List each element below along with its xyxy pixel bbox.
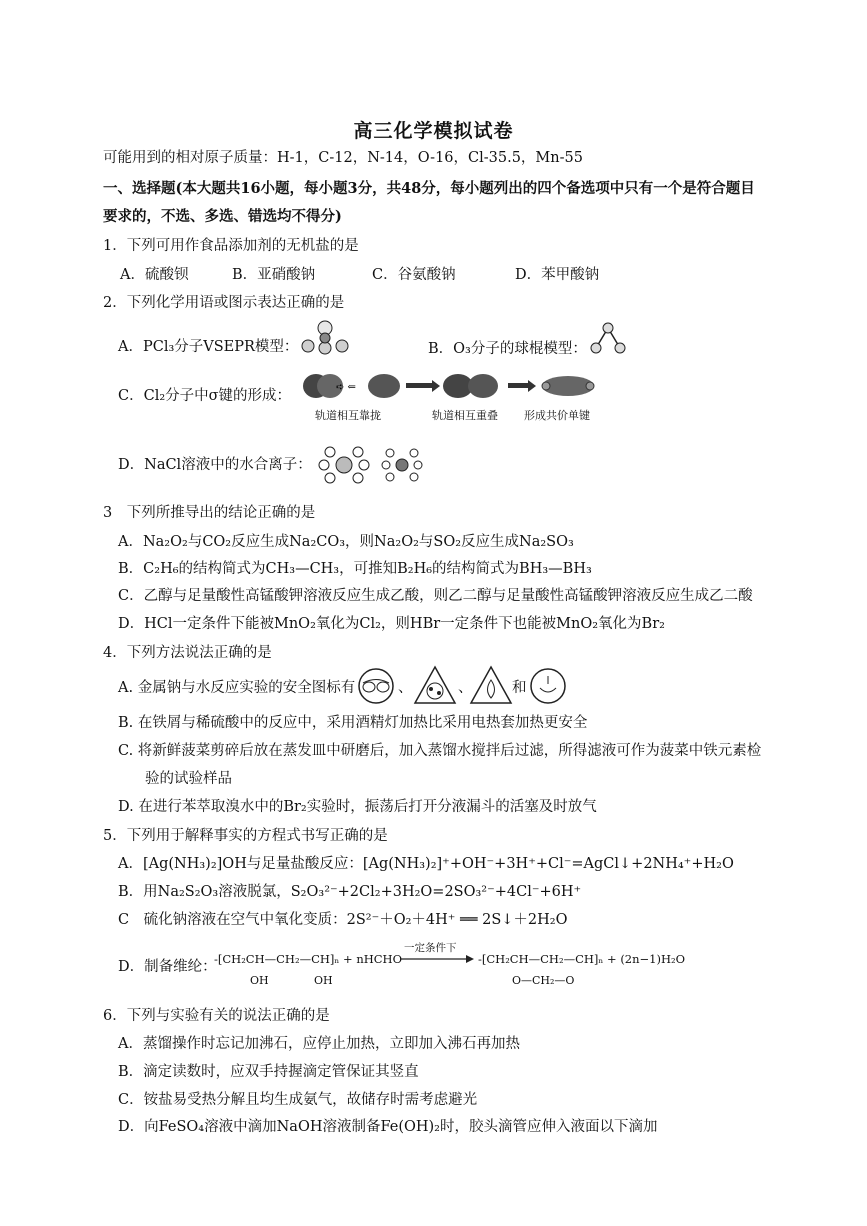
safety-icon-handwash [528, 666, 568, 706]
q5-stem: 5．下列用于解释事实的方程式书写正确的是 [103, 828, 388, 844]
section-header-line1: 一、选择题(本大题共16小题，每小题3分，共48分，每小题列出的四个备选项中只有一个是符合题目 [103, 180, 755, 197]
atomic-masses: 可能用到的相对原子质量：H-1，C-12，N-14，O-16，Cl-35.5，Mn-55 [103, 150, 583, 166]
q4-option-c-line1: C. 将新鲜菠菜剪碎后放在蒸发皿中研磨后，加入蒸馏水搅拌后过滤，所得滤液可作为菠菜中铁元素检 [118, 743, 762, 759]
q1-stem: 1．下列可用作食品添加剂的无机盐的是 [103, 238, 359, 254]
vinylon-lhs: -[CH₂CH—CH₂—CH]ₙ + nHCHO [214, 952, 403, 966]
q4-sep2: 、 [458, 680, 473, 696]
q1-option-c: C．谷氨酸钠 [372, 267, 456, 283]
q6-option-d: D．向FeSO₄溶液中滴加NaOH溶液制备Fe(OH)₂时，胶头滴管应伸入液面以下滴加 [118, 1119, 658, 1135]
q5-option-d: D．制备维纶： [118, 959, 217, 975]
q4-option-a: A. 金属钠与水反应实验的安全图标有 [118, 680, 356, 696]
safety-icon-explosion [412, 664, 458, 706]
q6-stem: 6．下列与实验有关的说法正确的是 [103, 1008, 330, 1024]
reaction-arrow [400, 954, 474, 964]
page-title: 高三化学模拟试卷 [353, 120, 514, 142]
safety-icon-fire [468, 664, 514, 706]
q4-sep1: 、 [398, 680, 413, 696]
q2-option-a: A．PCl₃分子VSEPR模型： [118, 339, 299, 355]
q2-option-d: D．NaCl溶液中的水合离子： [118, 457, 312, 473]
q4-option-c-line2: 验的试验样品 [145, 771, 232, 787]
q5-option-c: C 硫化钠溶液在空气中氧化变质：2S²⁻＋O₂＋4H⁺ ══ 2S↓＋2H₂O [118, 912, 568, 928]
hydrated-ions-figure [310, 440, 430, 492]
q4-sep3: 和 [512, 680, 527, 696]
section-header-line2: 要求的，不选、多选、错选均不得分) [103, 208, 342, 225]
q6-option-b: B．滴定读数时，应双手持握滴定管保证其竖直 [118, 1064, 419, 1080]
q3-option-b: B．C₂H₆的结构简式为CH₃—CH₃，可推知B₂H₆的结构简式为BH₃—BH₃ [118, 561, 592, 577]
q6-option-a: A．蒸馏操作时忘记加沸石，应停止加热，立即加入沸石再加热 [118, 1036, 520, 1052]
q4-option-b: B. 在铁屑与稀硫酸中的反应中，采用酒精灯加热比采用电热套加热更安全 [118, 715, 588, 731]
svg-text:➪ ⇐: ➪ ⇐ [336, 382, 356, 393]
sigma-label-bond: 形成共价单键 [524, 409, 590, 422]
o3-ball-stick-model-figure [588, 320, 628, 358]
vinylon-lhs-oh2: OH [314, 974, 333, 987]
q5-option-a: A．[Ag(NH₃)₂]OH与足量盐酸反应：[Ag(NH₃)₂]⁺+OH⁻+3H⁺+Cl⁻=AgCl↓+2NH₄⁺+H₂O [118, 856, 734, 872]
q3-option-a: A．Na₂O₂与CO₂反应生成Na₂CO₃，则Na₂O₂与SO₂反应生成Na₂SO₃ [118, 534, 574, 550]
vinylon-lhs-oh1: OH [250, 974, 269, 987]
q2-stem: 2．下列化学用语或图示表达正确的是 [103, 295, 345, 311]
q1-option-a: A．硫酸钡 [120, 267, 189, 283]
q3-option-d: D．HCl一定条件下能被MnO₂氧化为Cl₂，则HBr一定条件下也能被MnO₂氧化为Br₂ [118, 616, 665, 632]
vinylon-rhs: -[CH₂CH—CH₂—CH]ₙ + (2n−1)H₂O [478, 952, 686, 966]
q1-option-b: B．亚硝酸钠 [232, 267, 316, 283]
safety-icon-goggles [356, 666, 396, 706]
q4-stem: 4．下列方法说法正确的是 [103, 645, 272, 661]
q4-option-d: D. 在进行苯萃取溴水中的Br₂实验时，振荡后打开分液漏斗的活塞及时放气 [118, 799, 597, 815]
vinylon-condition: 一定条件下 [404, 942, 457, 954]
q2-option-b: B．O₃分子的球棍模型： [428, 341, 587, 357]
q3-option-c: C．乙醇与足量酸性高锰酸钾溶液反应生成乙酸，则乙二醇与足量酸性高锰酸钾溶液反应生成乙二酸 [118, 588, 753, 604]
q1-option-d: D．苯甲酸钠 [515, 267, 600, 283]
sigma-label-overlap: 轨道相互重叠 [432, 409, 498, 422]
vinylon-rhs-bridge: O—CH₂—O [512, 974, 575, 987]
pcl3-vsepr-model-figure [298, 318, 352, 358]
q6-option-c: C．铵盐易受热分解且均生成氨气，故储存时需考虑避光 [118, 1092, 478, 1108]
q5-option-b: B．用Na₂S₂O₃溶液脱氯，S₂O₃²⁻+2Cl₂+3H₂O=2SO₃²⁻+4Cl⁻+6H⁺ [118, 884, 582, 900]
q2-option-c: C．Cl₂分子中σ键的形成： [118, 388, 292, 404]
sigma-label-approach: 轨道相互靠拢 [315, 409, 381, 422]
q3-stem: 3 下列所推导出的结论正确的是 [103, 505, 316, 521]
